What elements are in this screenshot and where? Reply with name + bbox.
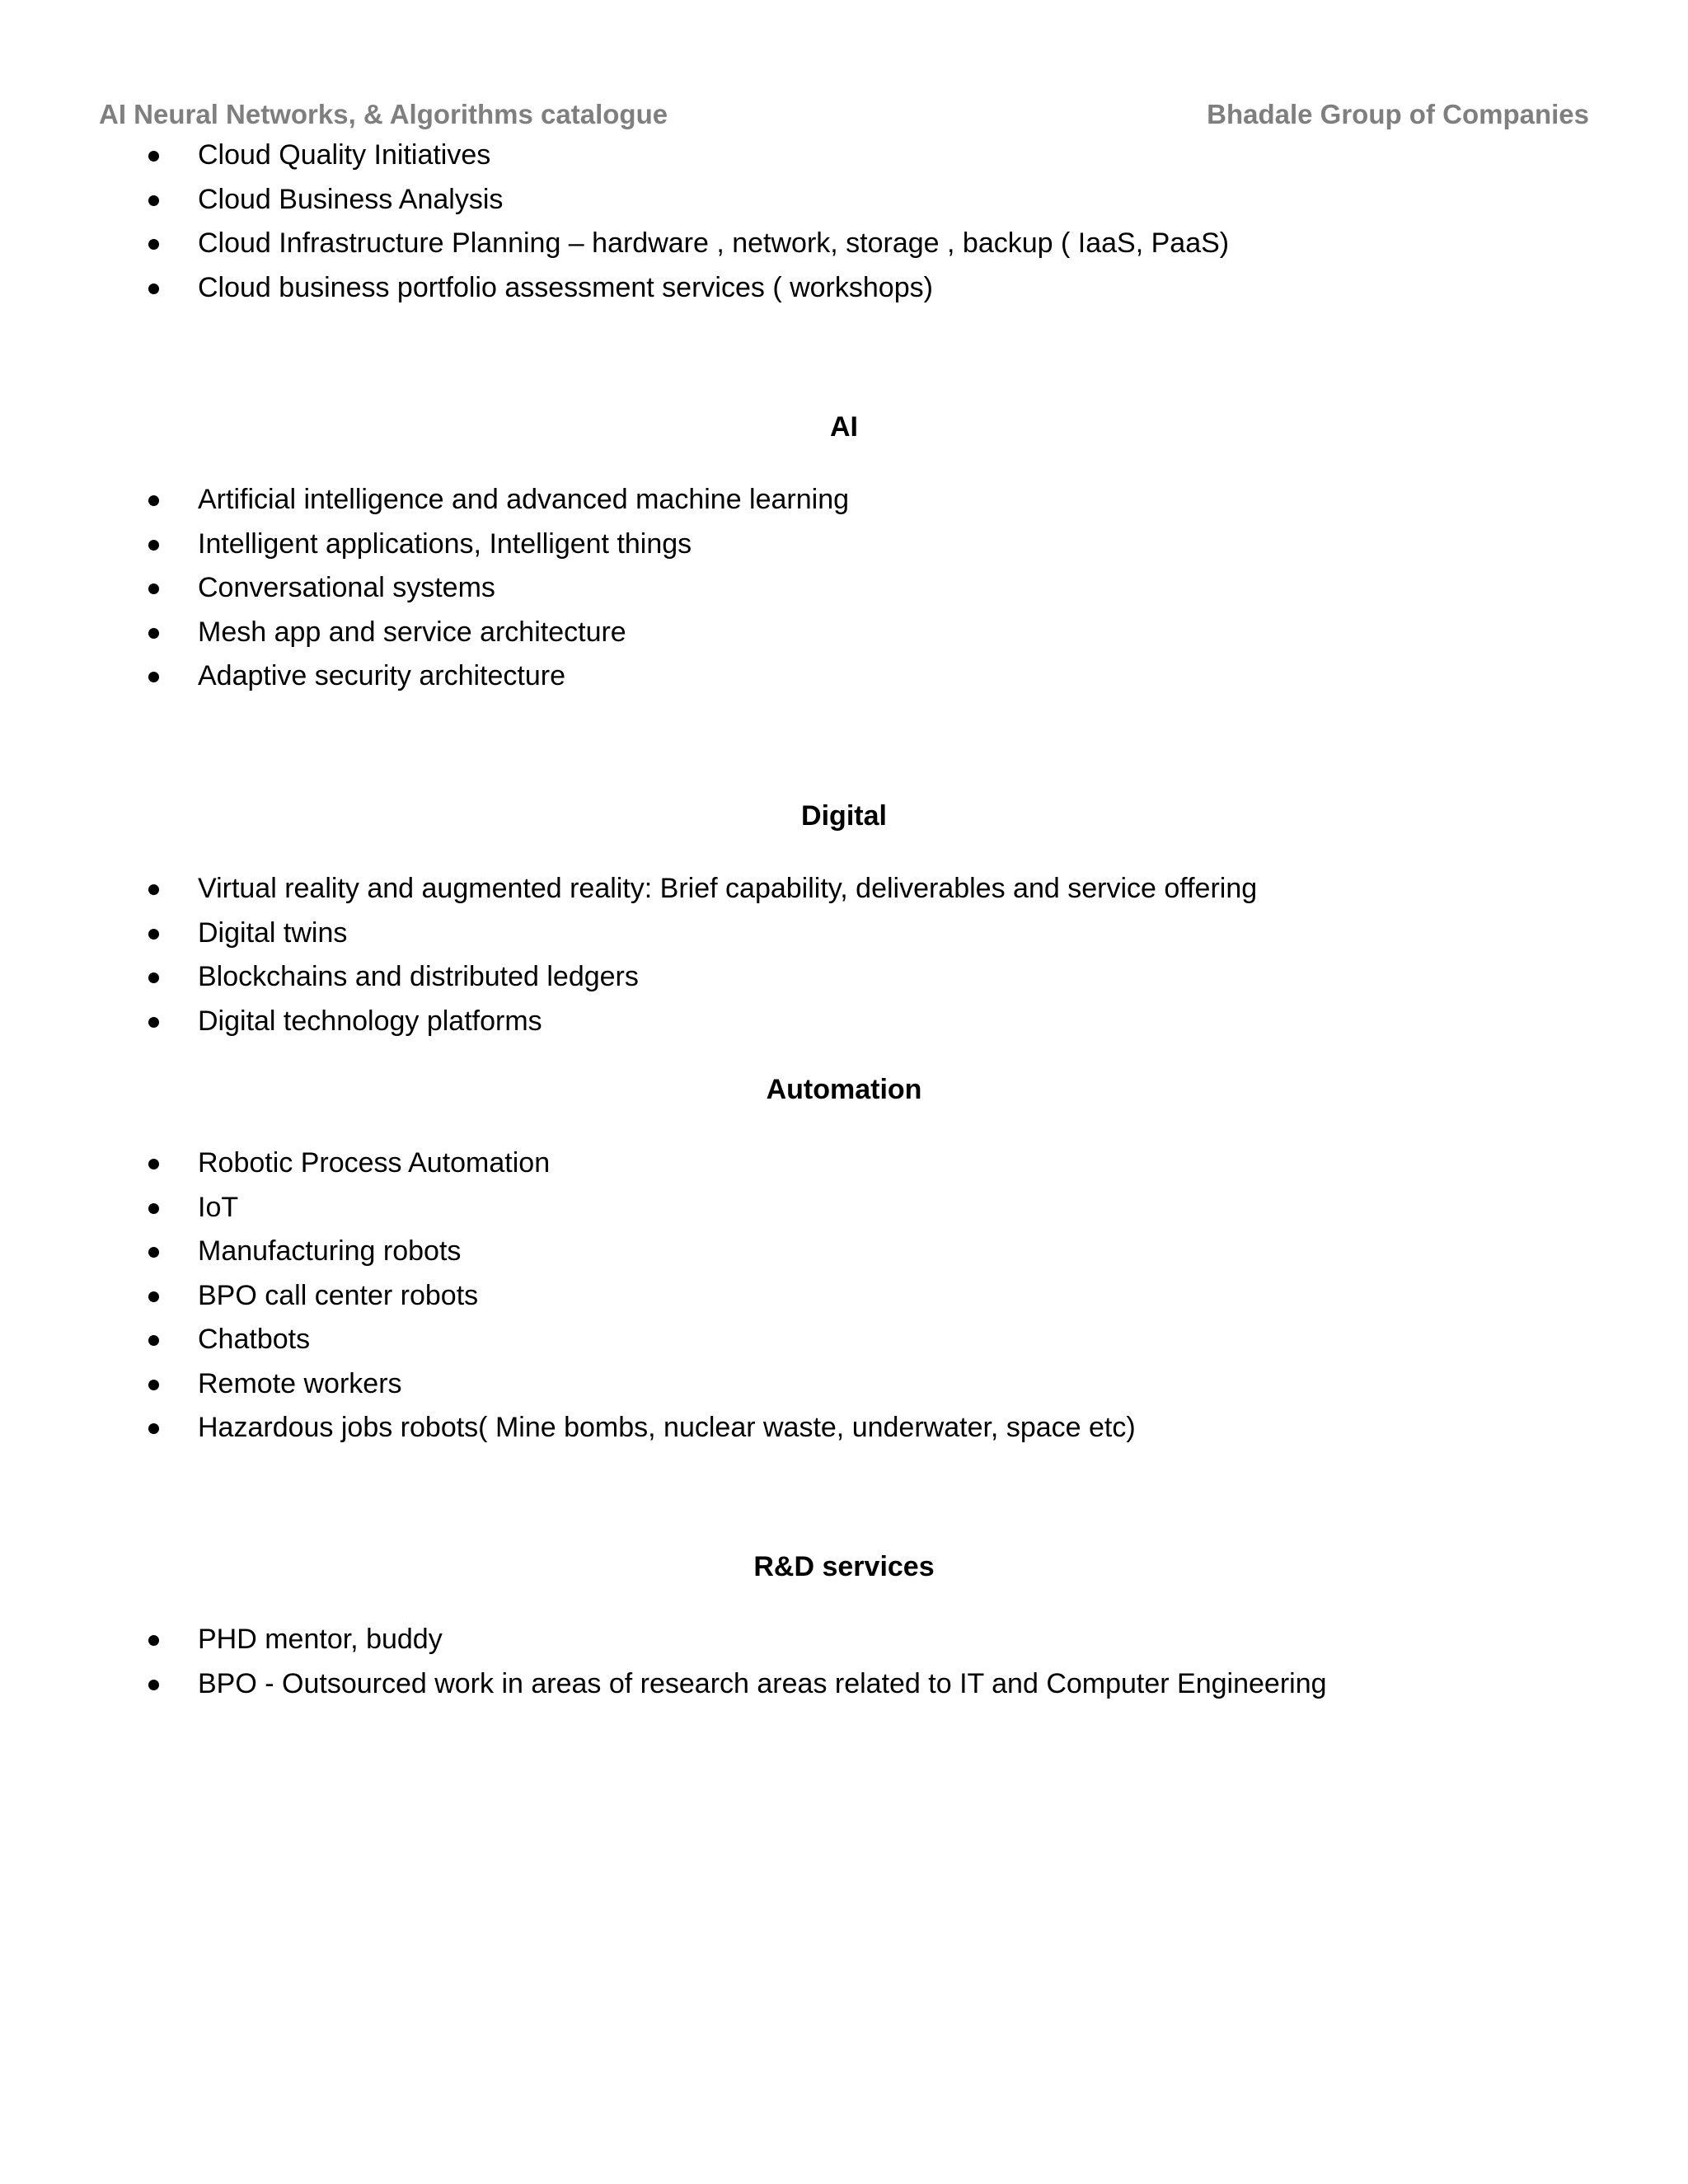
list-item [0, 523, 1688, 567]
digital-bullet-list [0, 867, 1688, 1043]
section-heading-digital: Digital [801, 800, 887, 832]
list-item-text: Remote workers [198, 1367, 402, 1399]
bullet-icon [148, 1335, 159, 1346]
bullet-icon [148, 540, 159, 551]
list-item-text: Robotic Process Automation [198, 1147, 551, 1179]
list-item [0, 867, 1688, 912]
list-item-text: Manufacturing robots [198, 1235, 462, 1267]
list-item-text: PHD mentor, buddy [198, 1624, 443, 1655]
list-item [0, 266, 1688, 311]
list-item-text: BPO - Outsourced work in areas of research areas related to IT and Computer Engineering [198, 1667, 1327, 1699]
automation-bullet-list [0, 1141, 1688, 1451]
list-item-text: Intelligent applications, Intelligent things [198, 527, 692, 560]
list-item-text: Cloud Quality Initiatives [198, 139, 491, 171]
cloud-bullet-list [0, 134, 1688, 310]
bullet-icon [148, 1017, 159, 1028]
rd-services-bullet-list [0, 1618, 1688, 1706]
bullet-icon [148, 972, 159, 983]
list-item-text: Virtual reality and augmented reality: Brief capability, deliverables and service offering [198, 873, 1258, 904]
page-header [99, 99, 1589, 137]
header-document-title: AI Neural Networks, & Algorithms catalogue [99, 99, 668, 129]
bullet-icon [148, 1423, 159, 1434]
list-item-text: Chatbots [198, 1324, 311, 1355]
bullet-icon [148, 195, 159, 206]
list-item [0, 912, 1688, 956]
list-item-text: Conversational systems [198, 572, 495, 603]
list-item [0, 1406, 1688, 1451]
list-item [0, 478, 1688, 523]
list-item [0, 654, 1688, 699]
bullet-icon [148, 1380, 159, 1390]
list-item-text: Digital twins [198, 916, 348, 949]
bullet-icon [148, 239, 159, 250]
list-item [0, 1274, 1688, 1319]
bullet-icon [148, 1159, 159, 1169]
list-item-text: Cloud Business Analysis [198, 183, 504, 215]
list-item [0, 1662, 1688, 1707]
list-item-text: Adaptive security architecture [198, 660, 565, 691]
bullet-icon [148, 884, 159, 895]
section-heading-ai: AI [830, 411, 858, 443]
bullet-icon [148, 284, 159, 294]
list-item-text: Artificial intelligence and advanced machine learning [198, 484, 850, 515]
section-heading-automation: Automation [766, 1074, 922, 1105]
list-item-text: Mesh app and service architecture [198, 616, 626, 648]
list-item [0, 955, 1688, 1000]
section-ai-list [0, 478, 1688, 699]
list-item [0, 566, 1688, 611]
bullet-icon [148, 1680, 159, 1690]
bullet-icon [148, 583, 159, 594]
list-item [0, 178, 1688, 223]
list-item [0, 134, 1688, 178]
list-item-text: BPO call center robots [198, 1279, 479, 1311]
section-digital-list [0, 867, 1688, 1043]
bullet-icon [148, 495, 159, 506]
list-item [0, 611, 1688, 655]
bullet-icon [148, 672, 159, 682]
list-item-text: Cloud Infrastructure Planning – hardware , network, storage , backup ( IaaS, PaaS) [198, 227, 1230, 259]
list-item [0, 222, 1688, 266]
bullet-icon [148, 1247, 159, 1258]
list-item [0, 1318, 1688, 1362]
section-rd-services-list [0, 1618, 1688, 1706]
bullet-icon [148, 1635, 159, 1646]
list-item [0, 1000, 1688, 1044]
bullet-icon [148, 1291, 159, 1302]
list-item-text: Digital technology platforms [198, 1005, 542, 1037]
list-item-text: IoT [198, 1191, 239, 1223]
bullet-icon [148, 628, 159, 639]
section-automation-list [0, 1141, 1688, 1451]
section-cloud-list [0, 134, 1688, 310]
list-item [0, 1186, 1688, 1230]
list-item [0, 1141, 1688, 1186]
list-item-text: Cloud business portfolio assessment services ( workshops) [198, 271, 933, 303]
bullet-icon [148, 151, 159, 162]
list-item [0, 1362, 1688, 1407]
list-item-text: Blockchains and distributed ledgers [198, 961, 639, 992]
section-heading-rd-services: R&D services [753, 1551, 935, 1582]
bullet-icon [148, 1203, 159, 1214]
list-item [0, 1230, 1688, 1274]
bullet-icon [148, 929, 159, 940]
ai-bullet-list [0, 478, 1688, 699]
header-company-name: Bhadale Group of Companies [1207, 99, 1589, 129]
list-item [0, 1618, 1688, 1662]
list-item-text: Hazardous jobs robots( Mine bombs, nuclear waste, underwater, space etc) [198, 1412, 1136, 1443]
